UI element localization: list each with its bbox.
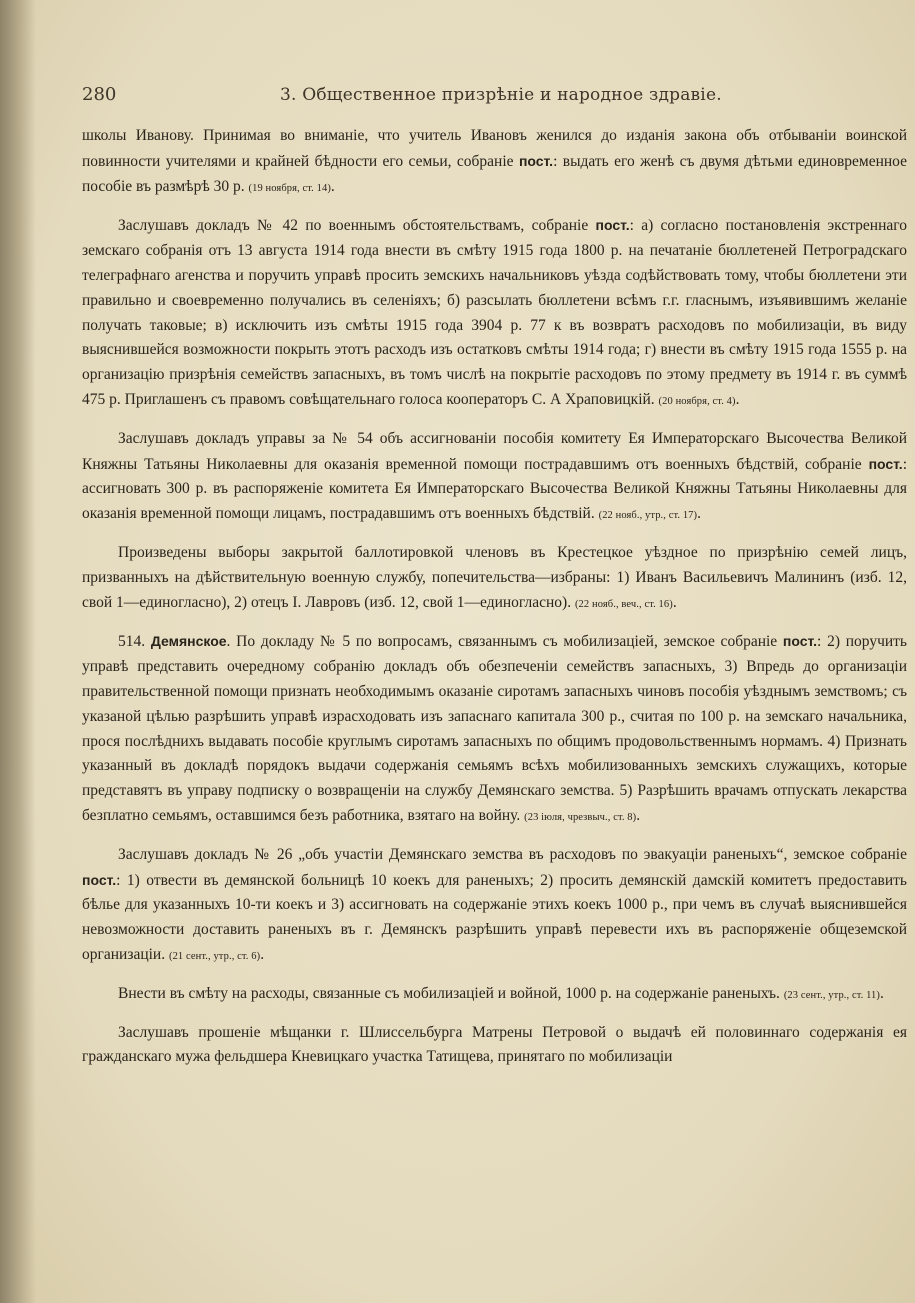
citation-note: (19 ноября, ст. 14) bbox=[248, 182, 331, 194]
text-run: Заслушавъ докладъ № 42 по военнымъ обстоятельствамъ, собраніе bbox=[118, 217, 596, 235]
text-run: . bbox=[735, 390, 740, 408]
text-run: . bbox=[697, 505, 702, 523]
text-run: Заслушавъ прошеніе мѣщанки г. Шлиссельбурга Матрены Петровой о выдачѣ ей половиннаго содержанія ея гражданскаго мужа фельдшера Кневицкаго участка Татищева, принятаго по мобилизаціи bbox=[82, 1023, 907, 1066]
text-run: Заслушавъ докладъ управы за № 54 объ ассигнованіи пособія комитету Ея Императорскаго Высочества Великой Княжны Татьяны Николаевны для оказанія временной помощи пострадавшимъ отъ военныхъ бѣдствій, собраніе bbox=[82, 429, 907, 473]
text-run: : ассигновать 300 р. въ распоряженіе комитета Ея Императорскаго Высочества Великой Княжны Татьяны Николаевны для оказанія временной помощи лицамъ, пострадавшимъ отъ военныхъ бѣдствій. bbox=[82, 455, 907, 523]
running-head: 3. Общественное призрѣніе и народное здравіе. bbox=[280, 85, 722, 105]
text-run: . bbox=[330, 177, 335, 195]
citation-note: (20 ноября, ст. 4) bbox=[658, 395, 736, 407]
emphasis-text: пост. bbox=[595, 217, 630, 234]
paragraph-p5 bbox=[82, 629, 907, 830]
text-run: Заслушавъ докладъ № 26 „объ участіи Демянскаго земства въ расходовъ по эвакуаціи раненыхъ“, земское собраніе bbox=[118, 845, 907, 863]
binding-shadow bbox=[0, 0, 36, 1303]
page-number: 280 bbox=[82, 84, 117, 105]
text-run: Внести въ смѣту на расходы, связанные съ мобилизаціей и войной, 1000 р. на содержаніе раненыхъ. bbox=[118, 984, 784, 1002]
emphasis-text: пост. bbox=[782, 633, 818, 650]
text-run: : выдать его женѣ съ двумя дѣтьми единовременное пособіе въ размѣрѣ 30 р. bbox=[82, 152, 907, 195]
text-run: . bbox=[879, 984, 884, 1002]
text-run: 514. bbox=[118, 633, 151, 651]
text-run: . bbox=[672, 593, 677, 611]
text-run: : а) согласно постановленія экстреннаго земскаго собранія отъ 13 августа 1914 года внести въ смѣту 1915 года 1800 р. на печатаніе бюллетеней Петроградскаго телеграфнаго агенства и поручить управѣ просить земскихъ начальниковъ уѣзда содѣйствовать тому, чтобы бюллетени эти правильно и своевременно получались въ селеніяхъ; б) разсылать бюллетени всѣмъ г.г. гласнымъ, изъявившимъ желаніе получать таковые; в) исключить изъ смѣты 1915 года 3904 р. 77 к въ возвратъ расходовъ по мобилизаціи, въ виду выяснившейся возможности покрыть этотъ расходъ изъ остатковъ смѣты 1914 года; г) внести въ смѣту 1915 года 1555 р. на организацію призрѣнія семействъ запасныхъ, въ томъ числѣ на покрытіе расходовъ по этому предмету въ 1914 г. въ суммѣ 475 р. Приглашенъ съ правомъ совѣщательнаго голоса кооператоръ С. А Храповицкій. bbox=[82, 217, 907, 408]
paragraph-p1 bbox=[82, 124, 907, 201]
body-text bbox=[82, 124, 907, 1070]
text-run: Произведены выборы закрытой баллотировкой членовъ въ Крестецкое уѣздное по призрѣнію семей лицъ, призванныхъ на дѣйствительную военную службу, попечительства—избраны: 1) Иванъ Васильевичъ Малининъ (изб. 12, свой 1—единогласно), 2) отецъ І. Лавровъ (изб. 12, свой 1—единогласно). bbox=[82, 543, 907, 611]
text-run: . bbox=[260, 945, 265, 963]
emphasis-text: пост. bbox=[868, 455, 903, 472]
emphasis-text: пост. bbox=[518, 152, 554, 169]
text-run: : 2) поручить управѣ представить очередному собранію докладъ объ обезпеченіи семействъ запасныхъ, 3) Впредь до организаціи правительственной помощи признать необходимымъ оказаніе сиротамъ запасныхъ чиновъ пособія уѣзднымъ земствомъ; съ указаной цѣлью разрѣшить управѣ израсходовать изъ запаснаго капитала 300 р., считая по 100 р. на земскаго начальника, прося послѣднихъ выдавать пособіе круглымъ сиротамъ запасныхъ по общимъ продовольственнымъ нормамъ. 4) Признать указанный въ докладѣ порядокъ выдачи содержанія семьямъ всѣхъ мобилизованныхъ земскихъ служащихъ, которые представятъ въ управу подписку о возвращеніи на службу Демянскаго земства. 5) Разрѣшить врачамъ отпускать лекарства безплатно семьямъ, оставшимся безъ работника, взятаго на войну. bbox=[82, 633, 907, 824]
emphasis-text: Демянское bbox=[150, 633, 227, 650]
emphasis-text: пост. bbox=[82, 871, 117, 888]
citation-note: (21 сент., утр., ст. 6) bbox=[168, 950, 261, 962]
citation-note: (22 нояб., утр., ст. 17) bbox=[598, 510, 698, 522]
text-run: . По докладу № 5 по вопросамъ, связаннымъ съ мобилизаціей, земское собраніе bbox=[226, 633, 783, 651]
text-run: : 1) отвести въ демянской больницѣ 10 коекъ для раненыхъ; 2) просить демянскій дамскій комитетъ предоставить бѣлье для указанныхъ 10-ти коекъ и 3) ассигновать на содержаніе этихъ коекъ 1000 р., при чемъ въ случаѣ выяснившейся невозможности доставить раненыхъ въ г. Демянскъ разрѣшить управѣ перевести ихъ въ распоряженіе общеземской организаціи. bbox=[82, 871, 907, 963]
citation-note: (23 сент., утр., ст. 11) bbox=[783, 989, 880, 1001]
paragraph-p3 bbox=[82, 427, 907, 529]
text-run: . bbox=[636, 806, 641, 824]
paragraph-p4 bbox=[82, 541, 907, 617]
page-header bbox=[82, 84, 907, 110]
citation-note: (23 іюля, чрезвыч., ст. 8) bbox=[524, 811, 637, 823]
paragraph-p6 bbox=[82, 843, 907, 970]
paragraph-p2 bbox=[82, 213, 907, 414]
paragraph-p8 bbox=[82, 1021, 907, 1071]
citation-note: (22 нояб., веч., ст. 16) bbox=[574, 598, 673, 610]
text-run: школы Иванову. Принимая во вниманіе, что учитель Ивановъ женился до изданія закона объ отбываніи воинской повинности учителями и крайней бѣдности его семьи, собраніе bbox=[82, 127, 907, 170]
paragraph-p7 bbox=[82, 982, 907, 1009]
